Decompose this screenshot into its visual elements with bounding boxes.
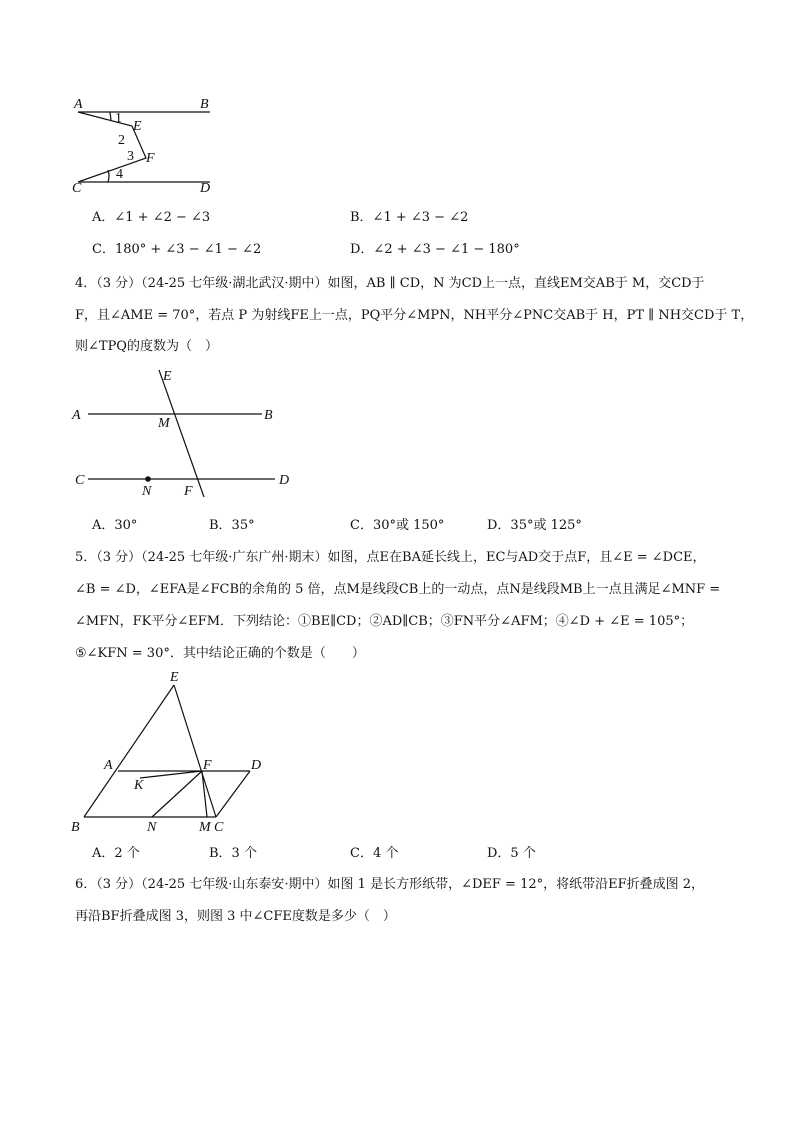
segment-fm <box>202 771 207 817</box>
label-angle-1: 1 <box>115 111 122 126</box>
label-f: F <box>184 484 193 499</box>
label-f: F <box>146 151 155 166</box>
segment-fn <box>152 771 202 817</box>
label-n: N <box>142 484 152 499</box>
q4-stem-line-3: 则∠TPQ的度数为（ ） <box>75 339 218 354</box>
segment-ec <box>174 685 216 817</box>
label-n: N <box>147 820 157 835</box>
q5-stem-line-4: ⑤∠KFN = 30°．其中结论正确的个数是（ ） <box>75 646 365 661</box>
label-f: F <box>203 758 212 773</box>
label-m: M <box>199 820 211 835</box>
label-e: E <box>133 119 142 134</box>
label-e: E <box>170 670 179 685</box>
q4-figure <box>70 362 300 502</box>
label-a: A <box>72 408 81 423</box>
q4-stem-line-1: 4．（3 分）（24-25 七年级·湖北武汉·期中）如图，AB ∥ CD，N 为CD上一点，直线EM交AB于 M，交CD于 <box>75 276 705 291</box>
label-d: D <box>279 473 290 488</box>
q3-option-b[interactable]: B．∠1 + ∠3 − ∠2 <box>350 210 469 225</box>
point-n <box>145 476 151 482</box>
angle-arc-1 <box>110 112 111 120</box>
label-b: B <box>200 97 209 112</box>
label-e: E <box>163 369 172 384</box>
q3-figure <box>60 90 230 200</box>
q6-stem-line-2: 再沿BF折叠成图 3，则图 3 中∠CFE度数是多少（ ） <box>75 909 396 924</box>
q4-stem-line-2: F，且∠AME = 70°，若点 P 为射线FE上一点，PQ平分∠MPN，NH平分∠PNC交AB于 H，PT ∥ NH交CD于 T， <box>75 308 754 323</box>
q4-option-c[interactable]: C．30°或 150° <box>350 518 445 533</box>
segment-fk <box>140 771 202 778</box>
q4-option-b[interactable]: B．35° <box>209 518 255 533</box>
q5-option-a[interactable]: A．2 个 <box>92 846 140 861</box>
label-angle-4: 4 <box>116 167 123 182</box>
q5-option-d[interactable]: D．5 个 <box>487 846 536 861</box>
line-ef <box>159 370 204 497</box>
label-c: C <box>75 473 85 488</box>
q5-stem-line-1: 5．（3 分）（24-25 七年级·广东广州·期末）如图，点E在BA延长线上，EC与AD交于点F，且∠E = ∠DCE， <box>75 550 706 565</box>
angle-arc-4 <box>108 170 109 182</box>
label-angle-2: 2 <box>118 133 125 148</box>
q5-stem-line-2: ∠B = ∠D，∠EFA是∠FCB的余角的 5 倍，点M是线段CB上的一动点，点N是线段MB上一点且满足∠MNF = <box>75 582 721 597</box>
label-b: B <box>71 820 80 835</box>
segment-dc <box>216 771 250 817</box>
q5-stem-line-3: ∠MFN，FK平分∠EFM．下列结论：①BE∥CD；②AD∥CB；③FN平分∠AFM；④∠D + ∠E = 105°； <box>75 614 694 629</box>
q3-option-a[interactable]: A．∠1 + ∠2 − ∠3 <box>92 210 211 225</box>
label-d: D <box>251 758 262 773</box>
label-d: D <box>200 181 211 196</box>
label-angle-3: 3 <box>127 149 134 164</box>
label-c: C <box>214 820 224 835</box>
q6-stem-line-1: 6．（3 分）（24-25 七年级·山东泰安·期中）如图 1 是长方形纸带，∠DEF = 12°，将纸带沿EF折叠成图 2， <box>75 877 705 892</box>
q3-option-d[interactable]: D．∠2 + ∠3 − ∠1 − 180° <box>350 242 520 257</box>
q5-figure <box>60 665 280 837</box>
q4-option-d[interactable]: D．35°或 125° <box>487 518 582 533</box>
label-a: A <box>74 97 83 112</box>
label-c: C <box>72 181 82 196</box>
q4-option-a[interactable]: A．30° <box>92 518 138 533</box>
label-k: K <box>134 778 144 793</box>
q5-option-b[interactable]: B．3 个 <box>209 846 257 861</box>
segment-eb <box>84 685 174 817</box>
q5-option-c[interactable]: C．4 个 <box>350 846 399 861</box>
label-b: B <box>264 408 273 423</box>
label-m: M <box>158 416 170 431</box>
label-a: A <box>104 758 113 773</box>
q3-option-c[interactable]: C．180° + ∠3 − ∠1 − ∠2 <box>92 242 262 257</box>
